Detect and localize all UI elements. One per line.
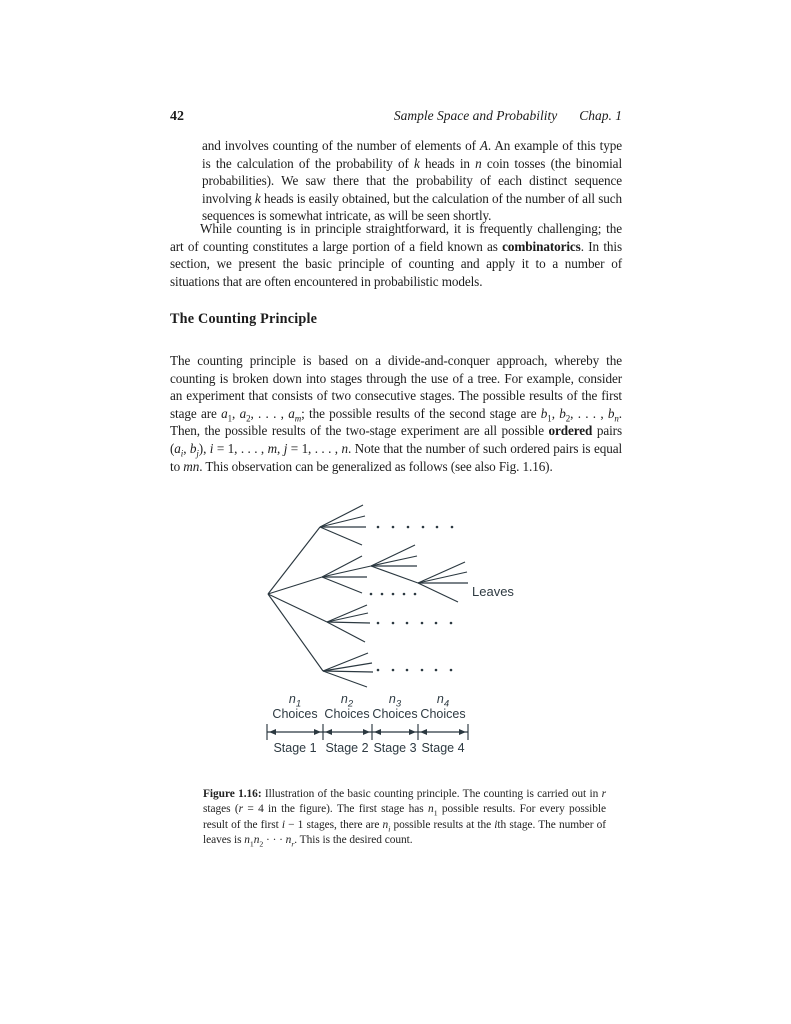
figure-caption: Figure 1.16: Illustration of the basic counting principle. The counting is carried out in r stages (r = 4 in the figure). The first stage has $n_1$ possible results. For every possible result of the first i − 1 stages, there are $n_i$ possible results at the ith stage. The number of leaves is $n_1n_2$ · · · $n_r$. This is the desired count. (203, 788, 606, 849)
tree-root-branches (268, 527, 327, 671)
section-heading: The Counting Principle (170, 311, 318, 327)
page-number: 42 (170, 109, 184, 124)
leaves-label: Leaves (472, 584, 514, 599)
n4-label: $n_4$ (436, 692, 450, 710)
stage1-label: Stage 1 (273, 741, 317, 755)
choices-label-4: Choices (420, 707, 466, 721)
paragraph-combinatorics: While counting is in principle straightforward, it is frequently challenging; the art of counting constitutes a large portion of a field known as combinatorics. In this section, we present the basic principle of counting and apply it to a number of situations that are often encountered in probabilistic models. (170, 221, 622, 289)
n1-label: $n_1$ (288, 692, 302, 710)
choices-label-1: Choices (272, 707, 318, 721)
n2-label: $n_2$ (340, 692, 354, 710)
running-title: Sample Space and Probability (393, 108, 558, 123)
stage-scale (267, 724, 468, 740)
tree-stage3-fan (371, 545, 418, 583)
ellipsis-dots (370, 526, 454, 672)
tree-stage4-leaf-fan (418, 562, 468, 602)
counting-tree-diagram (240, 498, 570, 768)
stage2-label: Stage 2 (325, 741, 369, 755)
chapter-label: Chap. 1 (579, 108, 622, 123)
n3-label: $n_3$ (388, 692, 402, 710)
page-header (170, 108, 622, 125)
choices-label-2: Choices (324, 707, 370, 721)
paragraph-counting-intro: and involves counting of the number of elements of A. An example of this type is the calculation of the probability of k heads in n coin tosses (the binomial probabilities). We saw there that the probability of each distinct sequence involving k heads is easily obtained, but the calculation of the number of all such sequences is somewhat intricate, as will be seen shortly. (202, 138, 623, 224)
figure-1-16 (240, 498, 570, 768)
tree-stage2-fans (320, 505, 373, 687)
paragraph-counting-principle: The counting principle is based on a divide-and-conquer approach, whereby the counting is broken down into stages through the use of a tree. For example, consider an experiment that consists of two consecutive stages. The possible results of the first stage are $a_1$, $a_2$, . . . , $a_m$; the possible results of the second stage are $b_1$, $b_2$, . . . , $b_n$. Then, the possible results of the two-stage experiment are all possible ordered pairs ($a_i$, $b_j$), i = 1, . . . , m, j = 1, . . . , n. Note that the number of such ordered pairs is equal to mn. This observation can be generalized as follows (see also Fig. 1.16). (170, 353, 623, 474)
stage3-label: Stage 3 (373, 741, 417, 755)
stage4-label: Stage 4 (421, 741, 465, 755)
choices-label-3: Choices (372, 707, 418, 721)
